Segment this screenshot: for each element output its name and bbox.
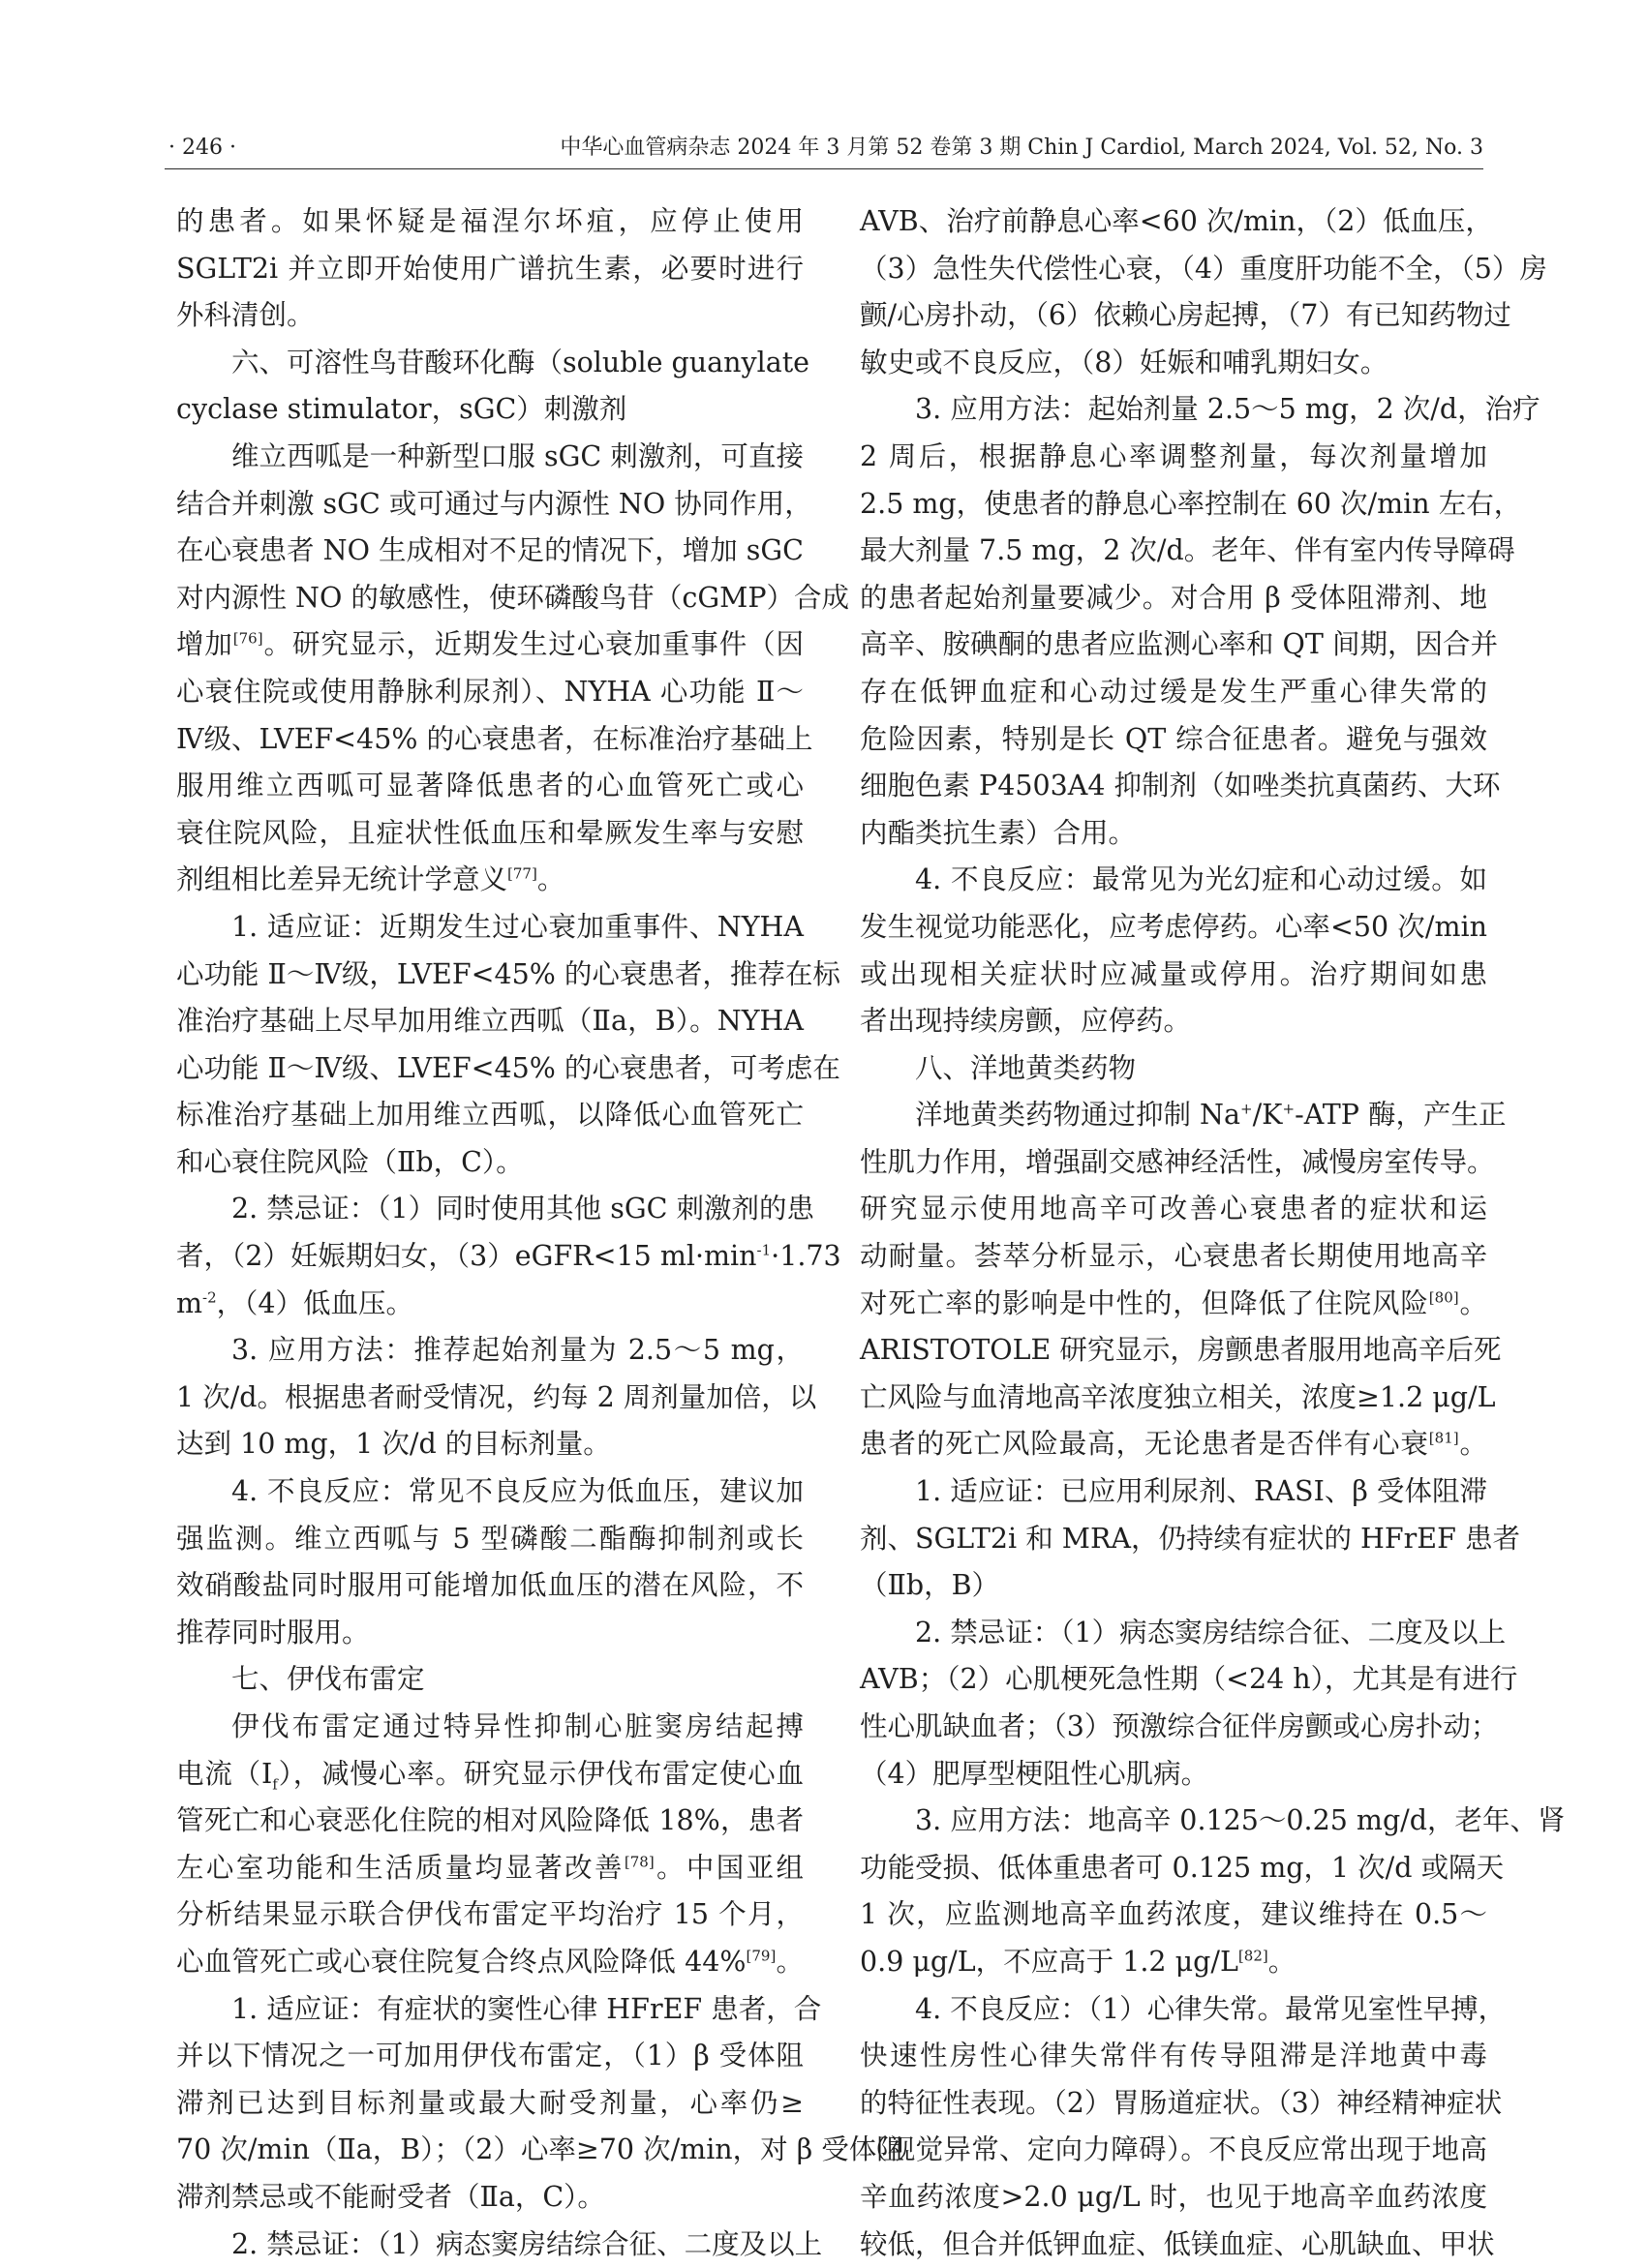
text-line: 心血管死亡或心衰住院复合终点风险降低 44%[79]。 (176, 1945, 804, 1978)
text-line: 1. 适应证：近期发生过心衰加重事件、NYHA (231, 910, 804, 943)
text-line: 功能受损、低体重患者可 0.125 mg，1 次/d 或隔天 (860, 1851, 1505, 1884)
text-line: 并以下情况之一可加用伊伐布雷定，（1）β 受体阻 (176, 2040, 804, 2072)
text-line: 4. 不良反应：常见不良反应为低血压，建议加 (231, 1475, 804, 1508)
text-line: 心衰住院或使用静脉利尿剂）、NYHA 心功能 Ⅱ～ (176, 675, 804, 708)
text-line: 对内源性 NO 的敏感性，使环磷酸鸟苷（cGMP）合成 (176, 581, 850, 614)
text-line: 70 次/min（Ⅱa，B）；（2）心率≥70 次/min，对 β 受体阻 (176, 2133, 904, 2166)
text-line: 研究显示使用地高辛可改善心衰患者的症状和运 (860, 1193, 1487, 1225)
text-line: 七、伊伐布雷定 (231, 1663, 425, 1696)
text-line: 六、可溶性鸟苷酸环化酶（soluble guanylate (231, 346, 810, 378)
text-line: 最大剂量 7.5 mg，2 次/d。老年、伴有室内传导障碍 (860, 534, 1515, 567)
text-line: 的特征性表现。（2）胃肠道症状。（3）神经精神症状 (860, 2086, 1503, 2119)
text-line: 发生视觉功能恶化，应考虑停药。心率<50 次/min (860, 910, 1487, 943)
text-line: cyclase stimulator，sGC）刺激剂 (176, 393, 627, 426)
text-line: 较低，但合并低钾血症、低镁血症、心肌缺血、甲状 (860, 2227, 1495, 2260)
text-line: 维立西呱是一种新型口服 sGC 刺激剂，可直接 (231, 439, 804, 472)
text-line: （3）急性失代偿性心衰，（4）重度肝功能不全，（5）房 (860, 252, 1547, 285)
right-column (860, 198, 1566, 2268)
text-line: 辛血药浓度>2.0 μg/L 时，也见于地高辛血药浓度 (860, 2180, 1487, 2213)
text-line: 伊伐布雷定通过特异性抑制心脏窦房结起搏 (231, 1710, 804, 1742)
text-line: 细胞色素 P4503A4 抑制剂（如唑类抗真菌药、大环 (860, 770, 1501, 802)
text-line: 1 次，应监测地高辛血药浓度，建议维持在 0.5～ (860, 1898, 1487, 1931)
text-line: （Ⅱb，B） (860, 1569, 1000, 1602)
text-line: 的患者。如果怀疑是福涅尔坏疽，应停止使用 (176, 205, 804, 237)
text-line: 3. 应用方法：推荐起始剂量为 2.5～5 mg， (231, 1334, 804, 1367)
text-line: 者出现持续房颤，应停药。 (860, 1005, 1192, 1038)
text-line: 电流$(I_f)$，减慢心率。研究显示伊伐布雷定使心血 (176, 1757, 804, 1794)
text-line: 1. 适应证：已应用利尿剂、RASI、β 受体阻滞 (915, 1475, 1487, 1508)
text-line: 服用维立西呱可显著降低患者的心血管死亡或心 (176, 770, 804, 802)
text-line: 高辛、胺碘酮的患者应监测心率和 QT 间期，因合并 (860, 628, 1498, 661)
text-line: AVB、治疗前静息心率<60 次/min，（2）低血压， (860, 205, 1493, 237)
text-line: 滞剂已达到目标剂量或最大耐受剂量，心率仍≥ (176, 2086, 804, 2119)
text-line: 标准治疗基础上加用维立西呱，以降低心血管死亡 (176, 1099, 804, 1132)
text-line: 2. 禁忌证：（1）同时使用其他 sGC 刺激剂的患 (231, 1193, 814, 1225)
text-line: 患者的死亡风险最高，无论患者是否伴有心衰[81]。 (860, 1428, 1487, 1461)
text-line: 剂、SGLT2i 和 MRA，仍持续有症状的 HFrEF 患者 (860, 1522, 1520, 1555)
text-line: 推荐同时服用。 (176, 1616, 370, 1648)
text-line: 对死亡率的影响是中性的，但降低了住院风险[80]。 (860, 1286, 1487, 1319)
text-line: 外科清创。 (176, 299, 315, 332)
text-line: 分析结果显示联合伊伐布雷定平均治疗 15 个月， (176, 1898, 804, 1931)
text-line: 结合并刺激 sGC 或可通过与内源性 NO 协同作用， (176, 487, 812, 520)
text-line: 内酯类抗生素）合用。 (860, 816, 1137, 849)
running-header (165, 134, 1483, 169)
text-line: 3. 应用方法：起始剂量 2.5～5 mg，2 次/d，治疗 (915, 393, 1540, 426)
text-line: 剂组相比差异无统计学意义[77]。 (176, 863, 565, 896)
text-line: 性肌力作用，增强副交感神经活性，减慢房室传导。 (860, 1145, 1495, 1178)
text-line: 八、洋地黄类药物 (915, 1051, 1137, 1084)
text-line: 的患者起始剂量要减少。对合用 β 受体阻滞剂、地 (860, 581, 1487, 614)
text-line: 2. 禁忌证：（1）病态窦房结综合征、二度及以上 (915, 1616, 1507, 1648)
text-line: 衰住院风险，且症状性低血压和晕厥发生率与安慰 (176, 816, 804, 849)
text-line: 左心室功能和生活质量均显著改善[78]。中国亚组 (176, 1851, 804, 1884)
text-line: 达到 10 mg，1 次/d 的目标剂量。 (176, 1428, 611, 1461)
text-line: 效硝酸盐同时服用可能增加低血压的潜在风险，不 (176, 1569, 804, 1602)
text-line: 颤/心房扑动，（6）依赖心房起搏，（7）有已知药物过 (860, 299, 1511, 332)
text-line: 管死亡和心衰恶化住院的相对风险降低 18%，患者 (176, 1804, 804, 1837)
text-line: 4. 不良反应：最常见为光幻症和心动过缓。如 (915, 863, 1487, 896)
text-line: 危险因素，特别是长 QT 综合征患者。避免与强效 (860, 722, 1487, 755)
text-line: 或出现相关症状时应减量或停用。治疗期间如患 (860, 957, 1487, 990)
text-line: 亡风险与血清地高辛浓度独立相关，浓度≥1.2 μg/L (860, 1380, 1496, 1413)
text-line: 心功能 Ⅱ～Ⅳ级，LVEF<45% 的心衰患者，推荐在标 (176, 957, 840, 990)
text-line: 2 周后，根据静息心率调整剂量，每次剂量增加 (860, 439, 1487, 472)
text-line: 动耐量。荟萃分析显示，心衰患者长期使用地高辛 (860, 1240, 1487, 1273)
text-line: 增加[76]。研究显示，近期发生过心衰加重事件（因 (176, 628, 804, 661)
text-line: 强监测。维立西呱与 5 型磷酸二酯酶抑制剂或长 (176, 1522, 804, 1555)
text-line: 准治疗基础上尽早加用维立西呱（Ⅱa，B）。NYHA (176, 1005, 804, 1038)
text-line: 心功能 Ⅱ～Ⅳ级、LVEF<45% 的心衰患者，可考虑在 (176, 1051, 840, 1084)
text-line: 在心衰患者 NO 生成相对不足的情况下，增加 sGC (176, 534, 804, 567)
text-line: 性心肌缺血者；（3）预激综合征伴房颤或心房扑动； (860, 1710, 1499, 1742)
text-line: 洋地黄类药物通过抑制 Na+/K+-ATP 酶，产生正 (915, 1099, 1507, 1132)
text-line: 敏史或不良反应，（8）妊娠和哺乳期妇女。 (860, 346, 1388, 378)
text-line: AVB；（2）心肌梗死急性期（<24 h），尤其是有进行 (860, 1663, 1518, 1696)
text-line: 者，（2）妊娠期妇女，（3）eGFR<15 $ml\cdot\min^{-1}\cdot 1.73$ (176, 1240, 841, 1273)
text-line: $m^{-2}$，（4）低血压。 (176, 1286, 414, 1319)
text-line: 2. 禁忌证：（1）病态窦房结综合征、二度及以上 (231, 2227, 823, 2260)
text-line: 快速性房性心律失常伴有传导阻滞是洋地黄中毒 (860, 2040, 1487, 2072)
text-line: 0.9 μg/L，不应高于 1.2 μg/L[82]。 (860, 1945, 1296, 1978)
text-line: 滞剂禁忌或不能耐受者（Ⅱa，C）。 (176, 2180, 605, 2213)
text-line: SGLT2i 并立即开始使用广谱抗生素，必要时进行 (176, 252, 804, 285)
page-number: · 246 · (168, 136, 236, 160)
text-line: 4. 不良反应：（1）心律失常。最常见室性早搏， (915, 1992, 1507, 2025)
text-line: （4）肥厚型梗阻性心肌病。 (860, 1757, 1209, 1790)
text-line: ARISTOTOLE 研究显示，房颤患者服用地高辛后死 (860, 1334, 1502, 1367)
text-line: 3. 应用方法：地高辛 0.125～0.25 mg/d，老年、肾 (915, 1804, 1566, 1837)
text-line: 和心衰住院风险（Ⅱb，C）。 (176, 1145, 524, 1178)
text-line: 存在低钾血症和心动过缓是发生严重心律失常的 (860, 675, 1487, 708)
text-line: 1 次/d。根据患者耐受情况，约每 2 周剂量加倍，以 (176, 1380, 817, 1413)
text-line: Ⅳ级、LVEF<45% 的心衰患者，在标准治疗基础上 (176, 722, 813, 755)
journal-citation: 中华心血管病杂志 2024 年 3 月第 52 卷第 3 期 Chin J Cardiol, March 2024, Vol. 52, No. 3 (560, 136, 1483, 160)
text-line: 2.5 mg，使患者的静息心率控制在 60 次/min 左右， (860, 487, 1522, 520)
text-line: 1. 适应证：有症状的窦性心律 HFrEF 患者，合 (231, 1992, 822, 2025)
text-line: （视觉异常、定向力障碍）。不良反应常出现于地高 (860, 2133, 1487, 2166)
left-column (176, 198, 904, 2268)
